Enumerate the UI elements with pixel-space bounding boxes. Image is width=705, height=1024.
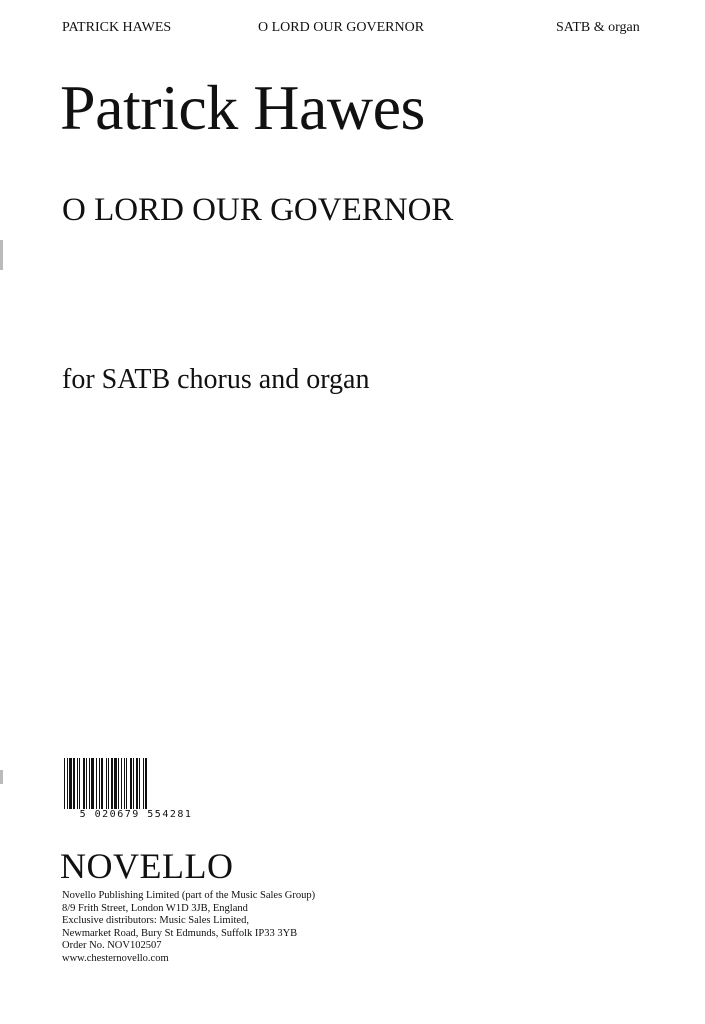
running-head [0,20,705,40]
publisher-logo: NOVELLO [60,846,234,886]
barcode-bar [83,758,85,814]
barcode-bar [106,758,107,814]
barcode-bar [126,758,127,814]
barcode-bar [108,758,109,814]
barcode-bar [69,758,72,814]
barcode-bar [67,758,68,814]
barcode-bar [114,758,117,814]
barcode-bar [77,758,78,814]
barcode-bar [121,758,122,814]
scoring-line: for SATB chorus and organ [62,364,370,395]
scan-edge-mark [0,770,3,784]
imprint-line: Newmarket Road, Bury St Edmunds, Suffolk IP33 3YB [62,927,298,939]
running-head-composer: PATRICK HAWES [62,20,172,35]
running-head-title: O LORD OUR GOVERNOR [258,20,425,35]
barcode-bar [96,758,97,814]
work-title: O LORD OUR GOVERNOR [62,192,454,228]
barcode-bar [101,758,103,814]
barcode [60,758,212,820]
barcode-bar [99,758,100,814]
barcode-bar [118,758,119,814]
barcode-bar [133,758,134,814]
scan-edge-mark [0,240,3,270]
barcode-bar [86,758,87,814]
imprint-line: www.chesternovello.com [62,952,169,964]
barcode-bar [145,758,147,814]
running-head-scoring: SATB & organ [556,20,640,35]
barcode-bar [124,758,125,814]
imprint-line: 8/9 Frith Street, London W1D 3JB, England [62,902,248,914]
barcode-bar [91,758,94,814]
barcode-bar [64,758,65,814]
barcode-bar [73,758,75,814]
imprint-line: Order No. NOV102507 [62,940,162,952]
imprint-line: Novello Publishing Limited (part of the Music Sales Group) [62,890,316,901]
imprint-line: Exclusive distributors: Music Sales Limited, [62,915,249,927]
composer-name: Patrick Hawes [60,72,425,143]
barcode-bar [130,758,132,814]
barcode-bar [79,758,80,814]
barcode-bars [60,758,212,814]
barcode-number: 5 020679 554281 [60,809,212,821]
barcode-bar [143,758,144,814]
barcode-bar [139,758,140,814]
barcode-bar [136,758,138,814]
publisher-imprint [62,890,315,966]
barcode-bar [89,758,90,814]
barcode-bar [111,758,113,814]
